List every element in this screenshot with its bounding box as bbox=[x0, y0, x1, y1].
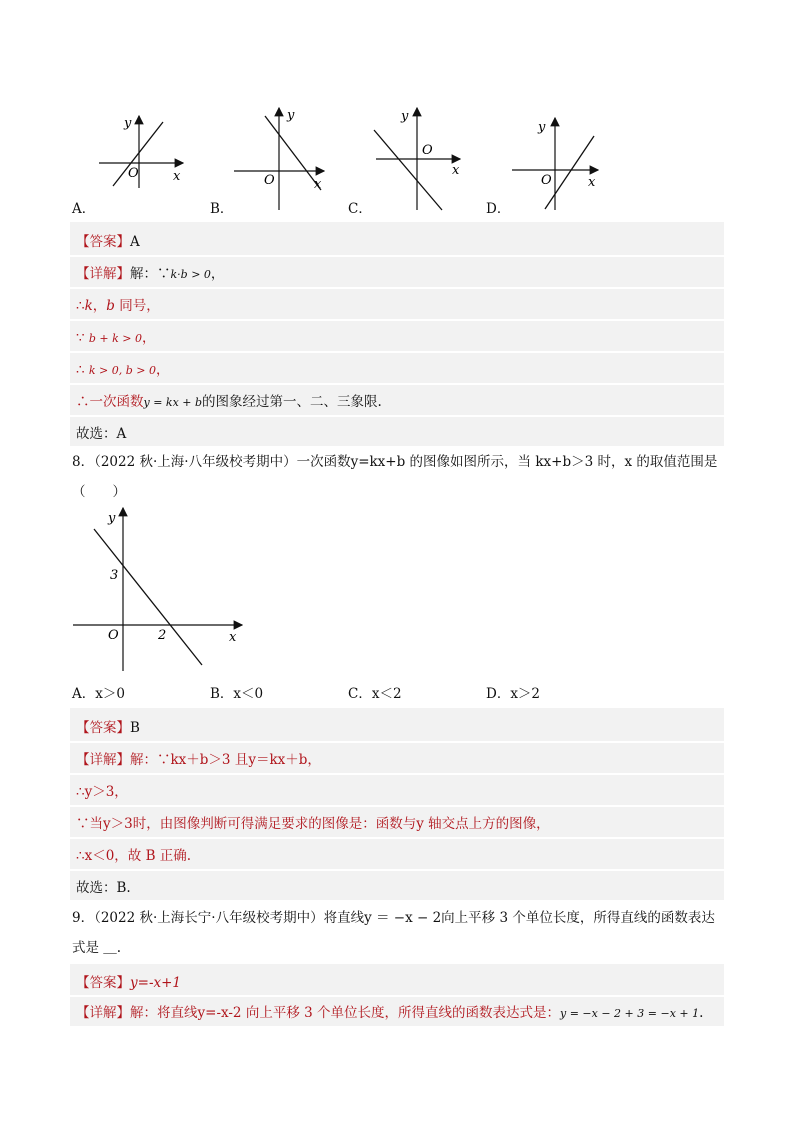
q7-d-x-label: x bbox=[588, 175, 596, 190]
q7-graph-a bbox=[95, 110, 190, 190]
q8-detail-line-2: ∴y＞3， bbox=[76, 784, 128, 800]
q7-detail-line-2: ∴k，b 同号， bbox=[76, 298, 160, 314]
q8-option-d: D．x＞2 bbox=[486, 686, 541, 702]
detail-label: 【详解】 bbox=[76, 266, 130, 282]
q8-stem-line-2: （ ） bbox=[72, 484, 126, 500]
q8-y-intercept: 3 bbox=[110, 568, 119, 583]
q7-detail-line-5: ∴一次函数y = kx + b的图象经过第一、二、三象限. bbox=[76, 394, 382, 410]
q8-detail-line-3: ∵当y＞3时，由图像判断可得满足要求的图像是：函数与y 轴交点上方的图像， bbox=[76, 816, 550, 832]
q9-answer-line: 【答案】y=-x+1 bbox=[76, 975, 182, 991]
q7-a-origin: O bbox=[128, 166, 139, 181]
q7-option-a: A． bbox=[72, 201, 96, 217]
q9-stem-line-2: 式是 ＿. bbox=[72, 940, 122, 956]
q8-detail-line-1: 【详解】解：∵kx＋b＞3 且y＝kx＋b， bbox=[76, 752, 321, 768]
q8-stem-line-1: 8．（2022 秋·上海·八年级校考期中）一次函数y=kx+b 的图像如图所示，当 kx+b＞3 时，x 的取值范围是 bbox=[72, 454, 718, 470]
q8-x-intercept: 2 bbox=[158, 628, 167, 643]
q8-graph bbox=[70, 505, 250, 675]
q7-graph-b bbox=[232, 104, 332, 212]
q7-graph-c bbox=[370, 104, 470, 212]
q8-answer-block bbox=[70, 708, 724, 900]
q7-b-y-label: y bbox=[287, 108, 295, 123]
q7-detail-line-3: ∵ b + k > 0， bbox=[76, 330, 156, 346]
q8-detail-line-4: ∴x＜0，故 B 正确. bbox=[76, 848, 192, 864]
q7-b-origin: O bbox=[264, 173, 275, 188]
q8-choice: 故选：B. bbox=[76, 880, 131, 896]
q7-choice: 故选：A bbox=[76, 426, 127, 442]
q7-a-x-label: x bbox=[173, 169, 181, 184]
q9-detail-line: 【详解】解：将直线y=-x-2 向上平移 3 个单位长度，所得直线的函数表达式是：y = −x − 2 + 3 = −x + 1. bbox=[76, 1005, 704, 1021]
q7-d-y-label: y bbox=[538, 120, 546, 135]
answer-label: 【答案】 bbox=[76, 234, 130, 250]
q8-option-c: C．x＜2 bbox=[348, 686, 402, 702]
q8-origin: O bbox=[108, 628, 119, 643]
q7-a-y-label: y bbox=[124, 116, 132, 131]
q7-answer-line bbox=[76, 230, 140, 250]
q7-c-x-label: x bbox=[452, 163, 460, 178]
q7-detail-line-1: 【详解】解：∵k·b > 0， bbox=[76, 266, 225, 282]
q7-c-y-label: y bbox=[401, 109, 409, 124]
q7-d-origin: O bbox=[541, 173, 552, 188]
q9-answer-block bbox=[70, 964, 724, 1026]
q7-c-origin: O bbox=[422, 143, 433, 158]
q7-detail-line-4: ∴ k > 0, b > 0， bbox=[76, 362, 170, 378]
q8-y-label: y bbox=[108, 511, 116, 526]
q8-answer-line: 【答案】B bbox=[76, 720, 140, 736]
q7-option-b: B． bbox=[210, 201, 234, 217]
q7-answer-block bbox=[70, 222, 724, 446]
answer-value: A bbox=[130, 234, 140, 250]
q8-option-a: A．x＞0 bbox=[72, 686, 125, 702]
q7-b-x-label: x bbox=[314, 177, 322, 192]
q7-option-d: D． bbox=[486, 201, 511, 217]
q7-graph-d bbox=[508, 114, 604, 214]
q8-option-b: B．x＜0 bbox=[210, 686, 264, 702]
q9-stem-line-1: 9．（2022 秋·上海长宁·八年级校考期中）将直线y ＝ −x − 2向上平移 3 个单位长度，所得直线的函数表达 bbox=[72, 910, 715, 926]
q8-x-label: x bbox=[229, 630, 237, 645]
q7-option-c: C． bbox=[348, 201, 372, 217]
